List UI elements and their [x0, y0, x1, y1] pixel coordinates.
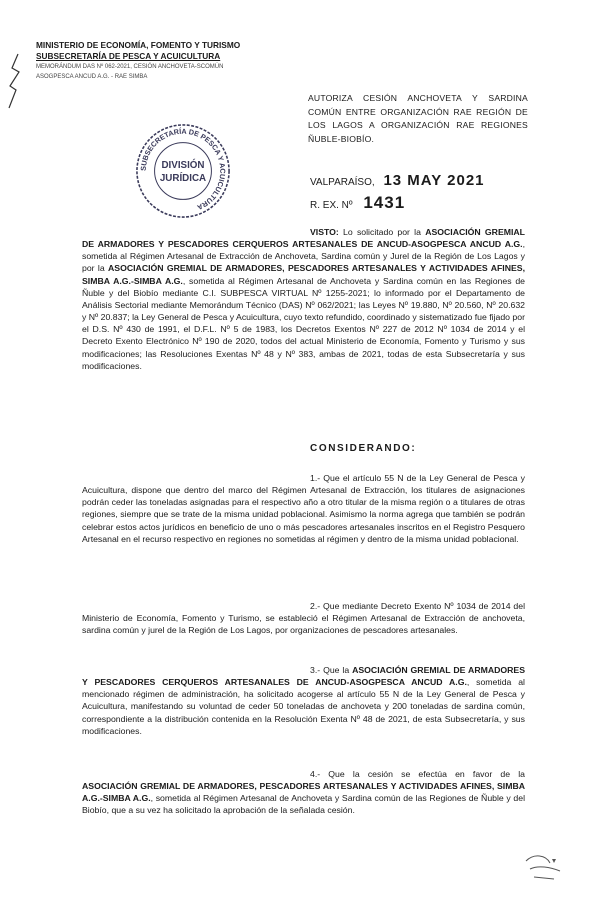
considerando-3-org: ASOCIACIÓN GREMIAL DE ARMADORES Y PESCADORES CERQUEROS ARTESANALES DE ANCUD-ASOGPESCA ANCUD A.G.: [82, 665, 525, 688]
considerando-4-text-2: , sometida al Régimen Artesanal de Anchoveta y Sardina común de las Regiones de Ñuble y del Biobío, que a su vez ha solicitado la aprobación de la señalada cesión.: [82, 793, 526, 816]
considerando-2-text: 2.- Que mediante Decreto Exento Nº 1034 de 2014 del Ministerio de Economía, Fomento y Turismo, se estableció el Régimen Artesanal de Extracción de anchoveta, sardina común y jurel de la Región de Los Lagos, por organizaciones de pescadores artesanales.: [82, 601, 525, 636]
margin-handwritten-mark: [4, 50, 26, 114]
considerando-heading: CONSIDERANDO:: [310, 443, 417, 454]
considerando-4-text: 4.- Que la cesión se efectúa en favor de la: [310, 769, 525, 779]
reference-line-1: MEMORÁNDUM DAS Nº 062-2021, CESIÓN ANCHOVETA-SCOMÚN: [36, 64, 224, 70]
division-juridica-stamp: [134, 122, 232, 220]
resolution-number: 1431: [363, 193, 406, 212]
considerando-2: [82, 600, 525, 636]
stamp-center-text-2: JURÍDICA: [159, 172, 207, 184]
visto-label: VISTO:: [310, 227, 339, 237]
resolution-number-line: [310, 193, 405, 213]
considerando-1-text: 1.- Que el artículo 55 N de la Ley General de Pesca y Acuicultura, dispone que dentro del marco del Régimen Artesanal de Extracción, los titulares de asignaciones podrán ceder las toneladas asignadas para el respectivo año a otro titular de la misma región o a titulares de otras regiones, siempre que se trate de la misma unidad poblacional. Asimismo la norma agrega que también se podrán celebrar estos actos jurídicos en beneficio de uno o más pescadores artesanales inscritos en el Registro Pesquero Artesanal en el recurso respectivo en regiones no sometidas al régimen y dentro de la misma unidad poblacional.: [82, 473, 525, 544]
considerando-4: [82, 768, 525, 817]
considerando-1: [82, 472, 525, 545]
place-date-line: [310, 172, 485, 189]
considerando-3-text-2: , sometida al mencionado régimen de administración, ha solicitado acogerse al artículo 55 N de la Ley General de Pesca y Acuicultura, manifestando su voluntad de ceder 50 toneladas de anchoveta y 200 toneladas de sardina común, correspondiente a la distribución contenida en la Resolución Exenta Nº 48 de 2021, de esta Subsecretaría, y sus modificaciones.: [82, 677, 525, 736]
considerando-3-text: 3.- Que la: [310, 665, 353, 675]
stamp-ring-text: SUBSECRETARÍA DE PESCA Y ACUICULTURA: [138, 126, 228, 213]
considerando-4-org: ASOCIACIÓN GREMIAL DE ARMADORES, PESCADORES ARTESANALES Y ACTIVIDADES AFINES, SIMBA A.G.-SIMBA A.G.: [82, 781, 525, 804]
reference-line-2: ASOGPESCA ANCUD A.G. - RAE SIMBA: [36, 74, 148, 80]
visto-text: Lo solicitado por la: [338, 227, 426, 237]
initials-stamp: [520, 851, 568, 885]
resolution-subject: AUTORIZA CESIÓN ANCHOVETA Y SARDINA COMÚN ENTRE ORGANIZACIÓN RAE REGIÓN DE LOS LAGOS A ORGANIZACIÓN RAE REGIONES ÑUBLE-BIOBÍO.: [308, 93, 528, 144]
ministry-name: MINISTERIO DE ECONOMÍA, FOMENTO Y TURISMO: [36, 40, 241, 50]
rex-label: R. EX. Nº: [310, 200, 353, 211]
letterhead: [36, 40, 240, 82]
stamp-center-text: DIVISIÓN: [161, 160, 205, 172]
visto-org-1: ASOCIACIÓN GREMIAL DE ARMADORES Y PESCADORES CERQUEROS ARTESANALES DE ANCUD-ASOGPESCA ANCUD A.G.: [82, 227, 525, 250]
visto-section: [82, 226, 525, 372]
subsecretaria-name: SUBSECRETARÍA DE PESCA Y ACUICULTURA: [36, 51, 221, 61]
resolution-date: 13 MAY 2021: [383, 172, 485, 189]
visto-text-2: , sometida al Régimen Artesanal de Extracción de Anchoveta, Sardina común y Jurel de la Región de Los Lagos y por la: [82, 239, 525, 274]
visto-org-2: ASOCIACIÓN GREMIAL DE ARMADORES, PESCADORES ARTESANALES Y ACTIVIDADES AFINES, SIMBA A.G.-SIMBA A.G.: [82, 263, 525, 286]
visto-text-3: , sometida al Régimen Artesanal de Anchoveta y Sardina común en las Regiones de Ñuble y del Biobío mediante C.I. SUBPESCA VIRTUAL Nº 1255-2021; lo informado por el Departamento de Análisis Sectorial mediante Memorándum Técnico (DAS) Nº 062/2021; las Leyes Nº 19.880, Nº 20.560, Nº 20.632 y Nº 20.837; la Ley General de Pesca y Acuicultura, cuyo texto refundido, coordinado y sistematizado fue fijado por el D.S. Nº 430 de 1991, el D.F.L. Nº 5 de 1983, los Decretos Exentos Nº 227 de 2012 Nº 1034 de 2014 y el Decreto Exento Electrónico Nº 190 de 2020, todos del actual Ministerio de Economía, Fomento y Turismo y sus modificaciones; las Resoluciones Exentas Nº 48 y Nº 383, ambas de 2021, todas de esta Subsecretaría y sus modificaciones.: [82, 275, 525, 371]
place-label: VALPARAÍSO,: [310, 177, 375, 188]
considerando-3: [82, 664, 525, 737]
